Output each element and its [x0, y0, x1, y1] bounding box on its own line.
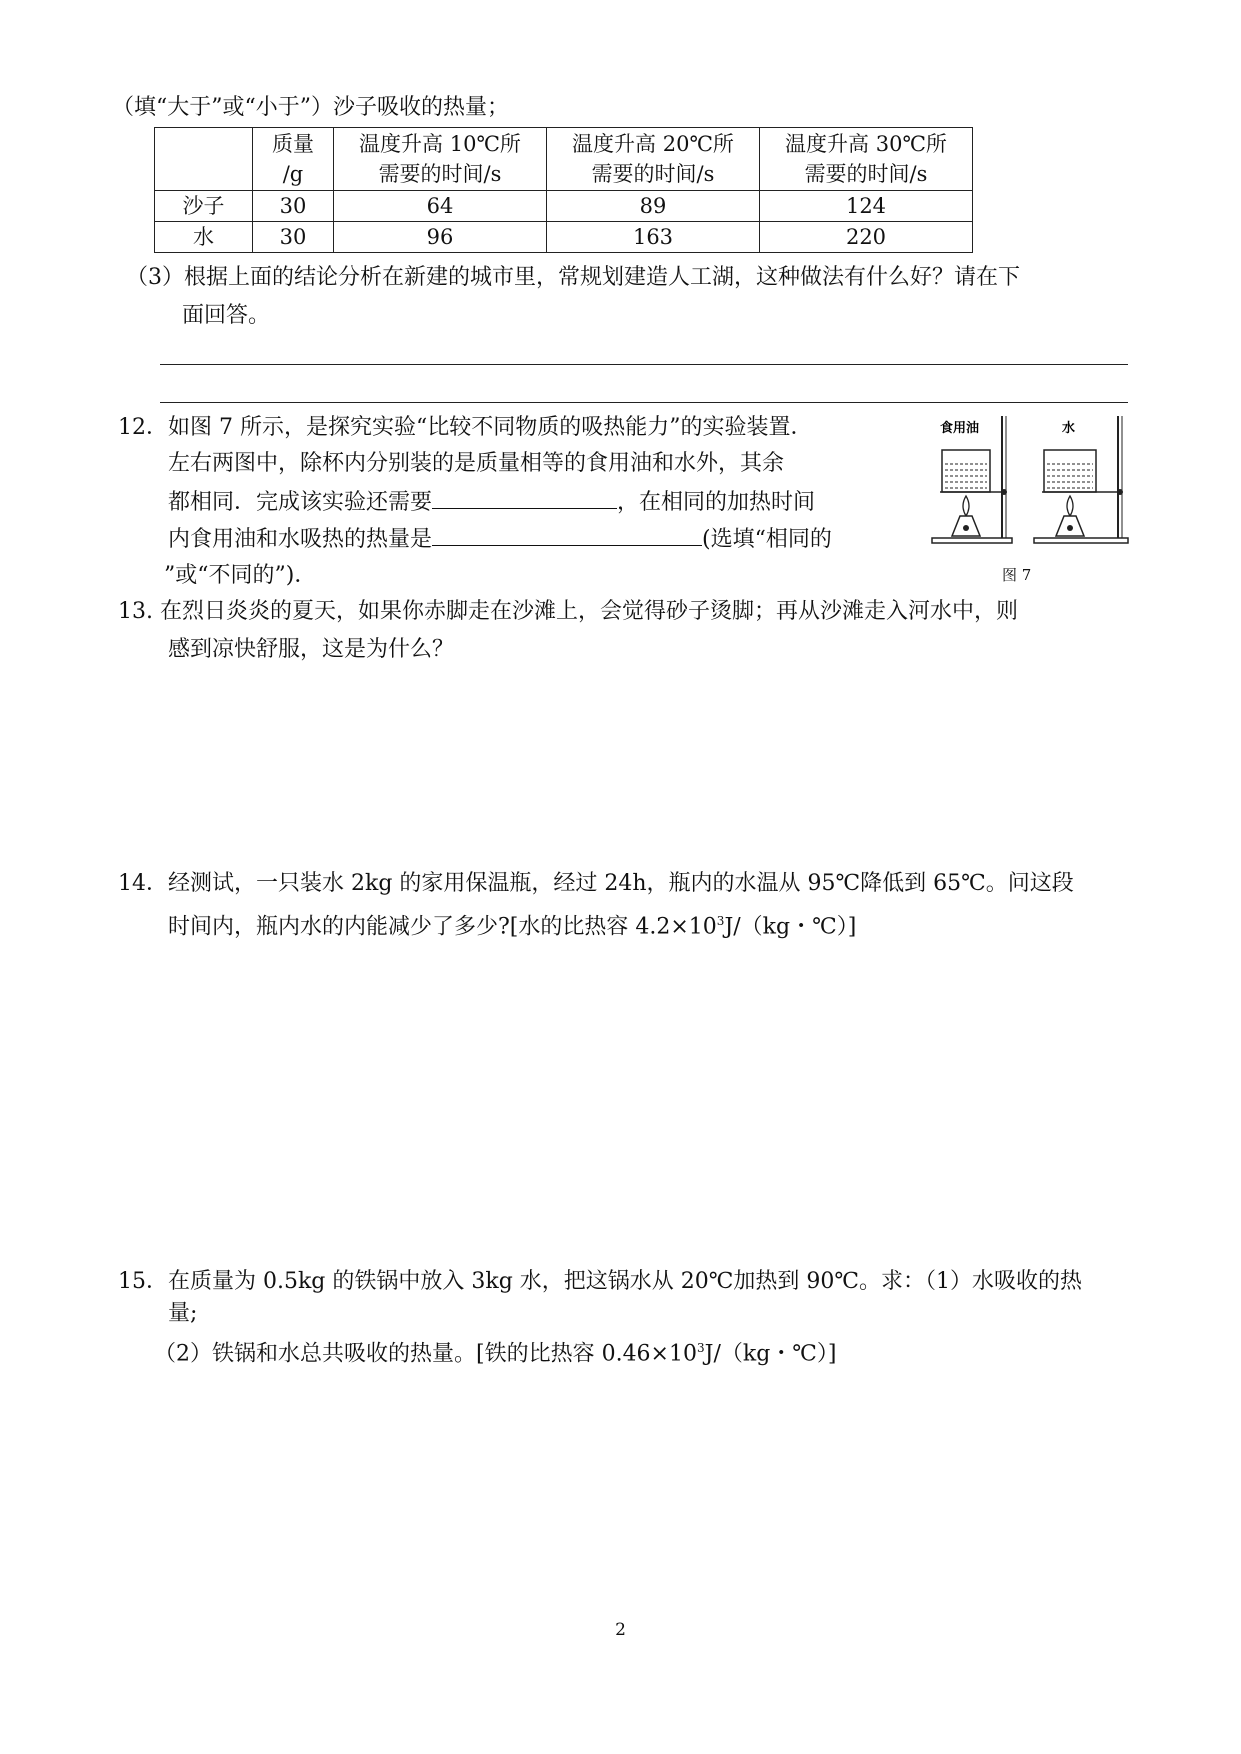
q13-line1: 13. 在烈日炎炎的夏天，如果你赤脚走在沙滩上，会觉得砂子烫脚；再从沙滩走入河水中，则 — [118, 599, 1018, 624]
q13-line2: 感到凉快舒服，这是为什么？ — [168, 637, 455, 662]
q15-line2: 量; — [168, 1301, 198, 1326]
answer-line[interactable] — [160, 402, 1128, 403]
table-cell: 30 — [253, 222, 334, 253]
table-cell: 64 — [334, 191, 547, 222]
figure-left-label: 食用油 — [940, 421, 980, 436]
page-number: 2 — [615, 1620, 626, 1640]
q12-line4: 内食用油和水吸热的热量是 (选填“相同的 — [168, 523, 832, 556]
table-cell: 163 — [547, 222, 760, 253]
table-cell: 30 — [253, 191, 334, 222]
heat-data-table — [154, 127, 973, 253]
fill-blank[interactable] — [432, 523, 702, 546]
figure-right-label: 水 — [1062, 421, 1076, 436]
q15-line3: （2）铁锅和水总共吸收的热量。[铁的比热容 $0.46\times 10^3J/(kg$・℃）] — [154, 1341, 837, 1367]
q12-line3: 都相同．完成该实验还需要 ，在相同的加热时间 — [168, 486, 815, 519]
table-cell: 124 — [760, 191, 973, 222]
q11-3-line2: 面回答。 — [182, 303, 271, 328]
table-row — [155, 191, 973, 222]
table-header-cell: 温度升高 10℃所 需要的时间/s — [334, 128, 547, 191]
beaker-apparatus-icon — [930, 412, 1130, 582]
q11-3-line1: （3）根据上面的结论分析在新建的城市里，常规划建造人工湖，这种做法有什么好？请在下 — [126, 265, 1021, 290]
table-cell: 96 — [334, 222, 547, 253]
q12-line2: 左右两图中，除杯内分别装的是质量相等的食用油和水外，其余 — [168, 451, 785, 476]
table-cell: 89 — [547, 191, 760, 222]
table-header-cell — [155, 128, 253, 191]
experiment-figure — [930, 412, 1130, 582]
q12-line1: 12．如图 7 所示，是探究实验“比较不同物质的吸热能力”的实验装置． — [118, 415, 813, 440]
table-header-row — [155, 128, 973, 191]
table-header-cell: 质量 /g — [253, 128, 334, 191]
table-cell: 沙子 — [155, 191, 253, 222]
intro-line: （填“大于”或“小于”）沙子吸收的热量； — [112, 95, 509, 120]
table-row — [155, 222, 973, 253]
q14-line2: 时间内，瓶内水的内能减少了多少?[水的比热容 $4.2\times 10^3J/(kg$・℃）] — [168, 914, 857, 940]
answer-line[interactable] — [160, 364, 1128, 365]
figure-caption: 图 7 — [1002, 566, 1032, 584]
q12-line5: ”或“不同的”)． — [164, 563, 317, 588]
table-cell: 水 — [155, 222, 253, 253]
q14-line1: 14．经测试，一只装水 2kg 的家用保温瓶，经过 24h，瓶内的水温从 95℃降低到 65℃。问这段 — [118, 871, 1074, 896]
table-cell: 220 — [760, 222, 973, 253]
q15-line1: 15．在质量为 0.5kg 的铁锅中放入 3kg 水，把这锅水从 20℃加热到 90℃。求：（1）水吸收的热 — [118, 1269, 1082, 1294]
fill-blank[interactable] — [432, 486, 617, 509]
table-header-cell: 温度升高 20℃所 需要的时间/s — [547, 128, 760, 191]
table-header-cell: 温度升高 30℃所 需要的时间/s — [760, 128, 973, 191]
